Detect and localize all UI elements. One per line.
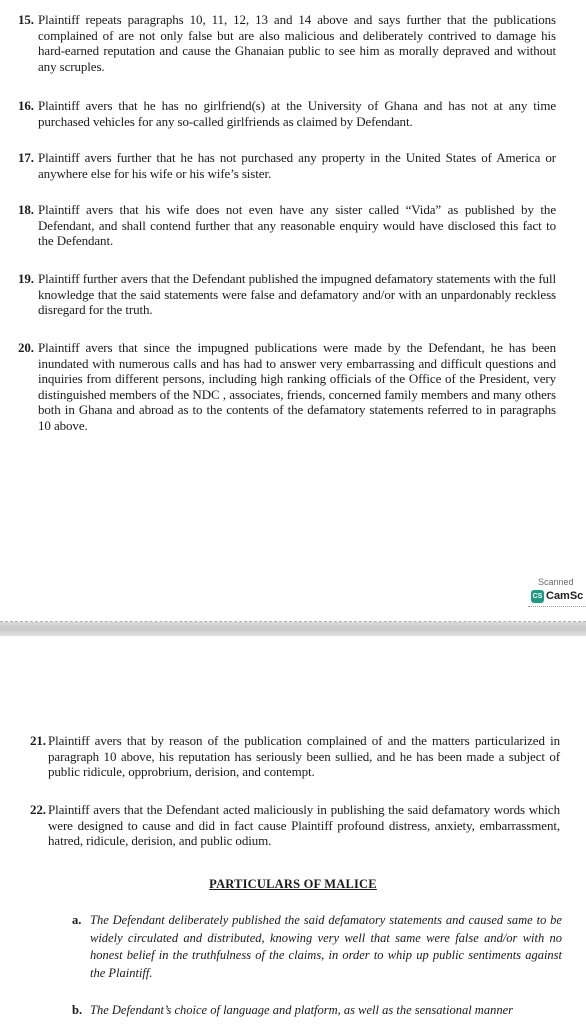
paragraph-text: Plaintiff avers further that he has not purchased any property in the United States of America or anywhere else for his wife or his wife’s sister. bbox=[38, 150, 556, 181]
paragraph-number: 20. bbox=[18, 340, 34, 355]
item-text: The Defendant’s choice of language and platform, as well as the sensational manner bbox=[90, 1003, 513, 1017]
paragraph-number: 15. bbox=[18, 12, 34, 27]
paragraph-text: Plaintiff further avers that the Defendant published the impugned defamatory statements with the full knowledge that the said statements were false and defamatory and/or with an unpardonably reckless disregard for the truth. bbox=[38, 271, 556, 317]
paragraph-text: Plaintiff avers that he has no girlfriend(s) at the University of Ghana and has not at any time purchased vehicles for any so-called girlfriends as claimed by Defendant. bbox=[38, 98, 556, 129]
item-label: b. bbox=[72, 1003, 83, 1017]
paragraph-number: 22. bbox=[30, 802, 46, 817]
paragraph-16 bbox=[18, 98, 556, 129]
scanned-label: Scanned bbox=[538, 577, 574, 587]
paragraph-text: Plaintiff avers that his wife does not even have any sister called “Vida” as published by the Defendant, and shall contend further that any reasonable enquiry would have disclosed this fact to the Defendant. bbox=[38, 202, 556, 248]
camscanner-logo-icon: CS bbox=[531, 590, 544, 603]
paragraph-20 bbox=[18, 340, 556, 433]
particular-item-a bbox=[72, 912, 562, 982]
watermark-divider bbox=[528, 606, 586, 607]
paragraph-19 bbox=[18, 271, 556, 318]
paragraph-number: 18. bbox=[18, 202, 34, 217]
particular-item-b bbox=[72, 1002, 562, 1020]
paragraph-17 bbox=[18, 150, 556, 181]
paragraph-21 bbox=[30, 733, 560, 780]
page-separator bbox=[0, 622, 586, 636]
paragraph-text: Plaintiff repeats paragraphs 10, 11, 12, 13 and 14 above and says further that the publications complained of are not only false but are also malicious and deliberately contrived to damage his hard-earned reputation and cause the Ghanaian public to see him as morally depraved and without any scruples. bbox=[38, 12, 556, 74]
scanner-brand: CamSc bbox=[546, 590, 584, 602]
paragraph-text: Plaintiff avers that the Defendant acted maliciously in publishing the said defamatory words which were designed to cause and did in fact cause Plaintiff profound distress, anxiety, embarrassment, hatred, ridicule, derision, and public odium. bbox=[48, 802, 560, 848]
paragraph-15 bbox=[18, 12, 556, 74]
paragraph-18 bbox=[18, 202, 556, 249]
item-label: a. bbox=[72, 913, 82, 927]
paragraph-number: 21. bbox=[30, 733, 46, 748]
item-text: The Defendant deliberately published the said defamatory statements and caused same to be widely circulated and distributed, knowing very well that same were false and/or with no honest belief in the truthfulness of the claims, in order to whip up public sentiments against the Plaintiff. bbox=[90, 913, 562, 980]
paragraph-text: Plaintiff avers that since the impugned publications were made by the Defendant, he has been inundated with numerous calls and has had to answer very embarrassing and difficult questions and inquiries from different persons, including high ranking officials of the Office of the President, very distinguished members of the NDC , associates, friends, concerned family members and many others both in Ghana and abroad as to the contents of the defamatory statements referred to in paragraphs 10 above. bbox=[38, 340, 556, 433]
section-heading: PARTICULARS OF MALICE bbox=[209, 877, 377, 891]
paragraph-number: 17. bbox=[18, 150, 34, 165]
scanner-watermark bbox=[526, 575, 586, 609]
paragraph-22 bbox=[30, 802, 560, 849]
paragraph-number: 16. bbox=[18, 98, 34, 113]
page-edge-dashes bbox=[0, 621, 586, 622]
paragraph-number: 19. bbox=[18, 271, 34, 286]
paragraph-text: Plaintiff avers that by reason of the publication complained of and the matters particularized in paragraph 10 above, his reputation has seriously been sullied, and he has been made a subject of public ridicule, opprobrium, derision, and contempt. bbox=[48, 733, 560, 779]
